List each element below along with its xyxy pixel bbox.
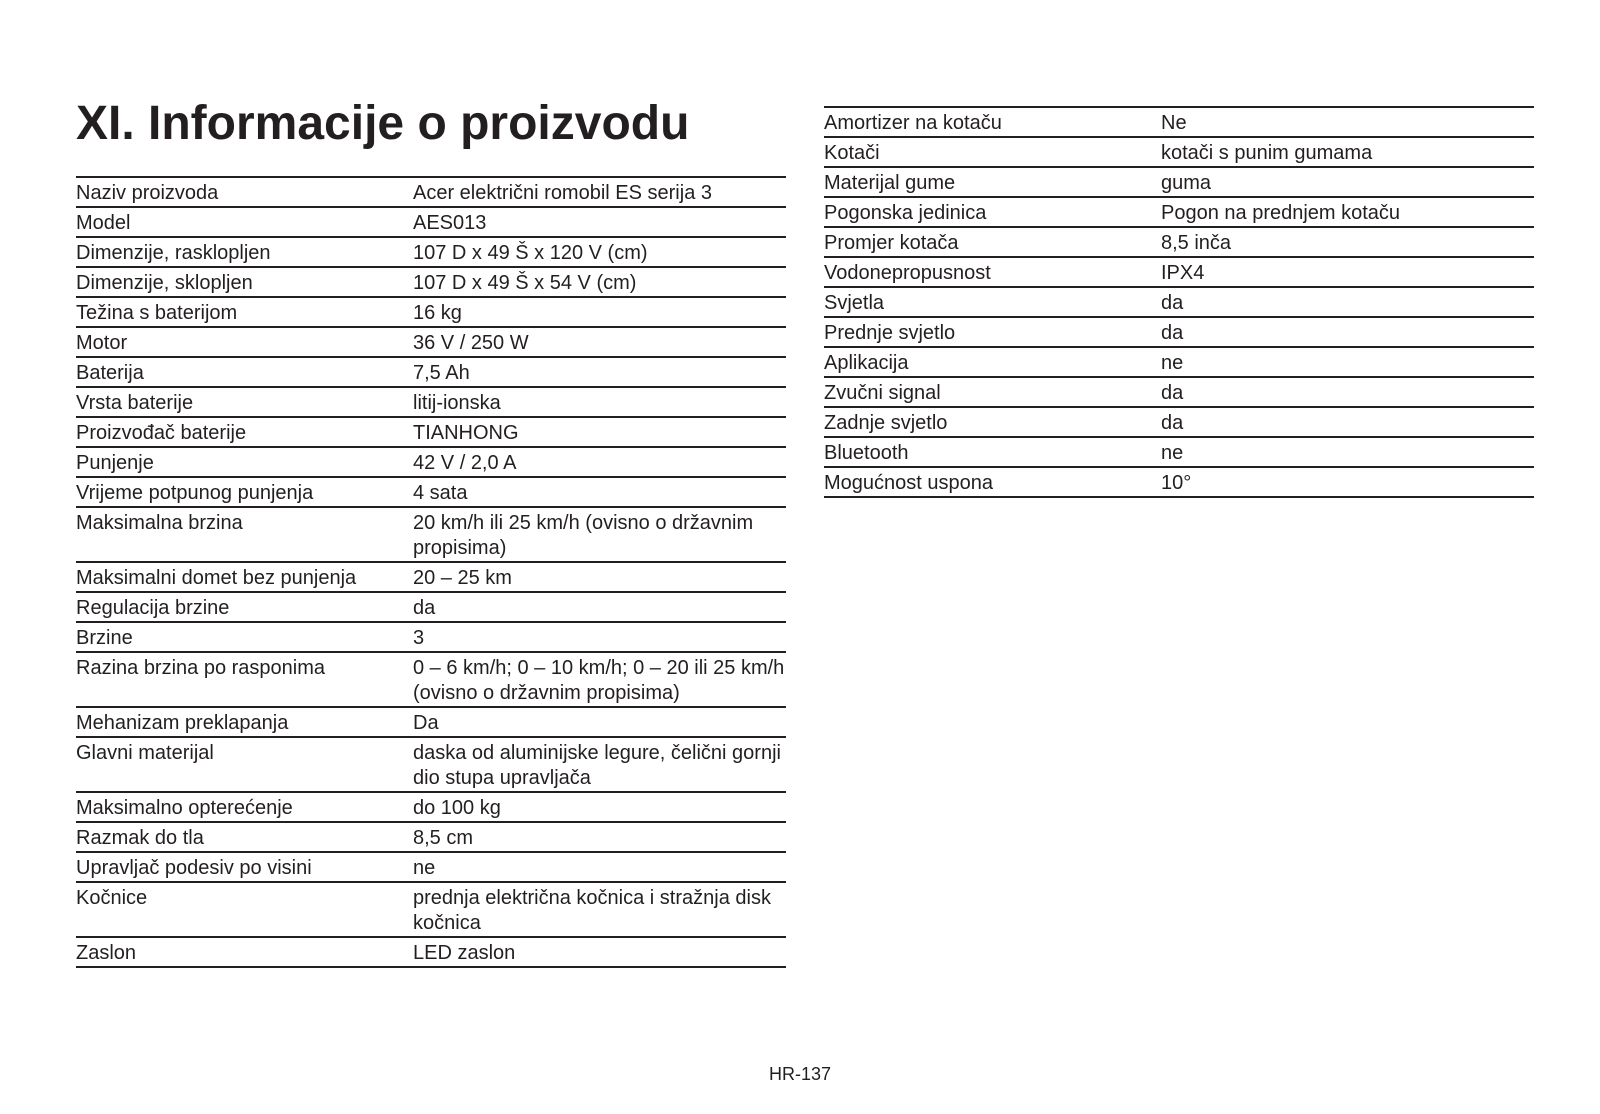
spec-label: Kotači	[824, 137, 1161, 167]
spec-label: Razina brzina po rasponima	[76, 652, 413, 707]
spec-label: Svjetla	[824, 287, 1161, 317]
spec-label: Mehanizam preklapanja	[76, 707, 413, 737]
spec-table-left-body	[76, 177, 786, 967]
table-row	[824, 107, 1534, 137]
spec-label: Aplikacija	[824, 347, 1161, 377]
table-row	[824, 287, 1534, 317]
table-row	[76, 652, 786, 707]
table-row	[76, 882, 786, 937]
spec-label: Zadnje svjetlo	[824, 407, 1161, 437]
spec-value: Acer električni romobil ES serija 3	[413, 177, 786, 207]
spec-value: Pogon na prednjem kotaču	[1161, 197, 1534, 227]
spec-label: Naziv proizvoda	[76, 177, 413, 207]
spec-label: Baterija	[76, 357, 413, 387]
table-row	[76, 327, 786, 357]
spec-label: Pogonska jedinica	[824, 197, 1161, 227]
spec-label: Kočnice	[76, 882, 413, 937]
spec-label: Težina s baterijom	[76, 297, 413, 327]
spec-value: IPX4	[1161, 257, 1534, 287]
spec-value: 107 D x 49 Š x 120 V (cm)	[413, 237, 786, 267]
spec-value: TIANHONG	[413, 417, 786, 447]
spec-label: Proizvođač baterije	[76, 417, 413, 447]
table-row	[76, 822, 786, 852]
spec-value: Ne	[1161, 107, 1534, 137]
table-row	[824, 347, 1534, 377]
table-row	[824, 167, 1534, 197]
spec-label: Zaslon	[76, 937, 413, 967]
table-row	[76, 707, 786, 737]
spec-label: Motor	[76, 327, 413, 357]
spec-value: 20 – 25 km	[413, 562, 786, 592]
table-row	[824, 227, 1534, 257]
spec-value: LED zaslon	[413, 937, 786, 967]
spec-label: Brzine	[76, 622, 413, 652]
table-row	[824, 257, 1534, 287]
table-row	[76, 562, 786, 592]
spec-value: 10°	[1161, 467, 1534, 497]
spec-value: da	[1161, 377, 1534, 407]
spec-value: da	[413, 592, 786, 622]
table-row	[824, 467, 1534, 497]
spec-value: 8,5 cm	[413, 822, 786, 852]
spec-label: Maksimalno opterećenje	[76, 792, 413, 822]
table-row	[76, 447, 786, 477]
spec-label: Razmak do tla	[76, 822, 413, 852]
spec-label: Maksimalna brzina	[76, 507, 413, 562]
spec-label: Maksimalni domet bez punjenja	[76, 562, 413, 592]
spec-table-right-body	[824, 107, 1534, 497]
table-row	[76, 387, 786, 417]
table-row	[76, 177, 786, 207]
table-row	[824, 437, 1534, 467]
spec-label: Dimenzije, rasklopljen	[76, 237, 413, 267]
spec-value: Da	[413, 707, 786, 737]
spec-value: 4 sata	[413, 477, 786, 507]
table-row	[824, 407, 1534, 437]
spec-value: AES013	[413, 207, 786, 237]
spec-value: da	[1161, 407, 1534, 437]
spec-label: Prednje svjetlo	[824, 317, 1161, 347]
table-row	[824, 317, 1534, 347]
spec-value: daska od aluminijske legure, čelični gornji dio stupa upravljača	[413, 737, 786, 792]
spec-value: 16 kg	[413, 297, 786, 327]
spec-value: 36 V / 250 W	[413, 327, 786, 357]
spec-label: Promjer kotača	[824, 227, 1161, 257]
spec-label: Mogućnost uspona	[824, 467, 1161, 497]
spec-value: ne	[1161, 347, 1534, 377]
spec-value: prednja električna kočnica i stražnja disk kočnica	[413, 882, 786, 937]
spec-label: Dimenzije, sklopljen	[76, 267, 413, 297]
spec-value: da	[1161, 287, 1534, 317]
table-row	[76, 852, 786, 882]
spec-table-left	[76, 176, 786, 968]
spec-label: Amortizer na kotaču	[824, 107, 1161, 137]
spec-value: 7,5 Ah	[413, 357, 786, 387]
table-row	[76, 737, 786, 792]
spec-label: Materijal gume	[824, 167, 1161, 197]
spec-value: 107 D x 49 Š x 54 V (cm)	[413, 267, 786, 297]
table-row	[76, 477, 786, 507]
spec-value: da	[1161, 317, 1534, 347]
spec-value: 0 – 6 km/h; 0 – 10 km/h; 0 – 20 ili 25 km/h (ovisno o državnim propisima)	[413, 652, 786, 707]
spec-label: Bluetooth	[824, 437, 1161, 467]
table-row	[76, 207, 786, 237]
table-row	[76, 297, 786, 327]
table-row	[824, 197, 1534, 227]
table-row	[76, 592, 786, 622]
spec-value: do 100 kg	[413, 792, 786, 822]
spec-label: Vodonepropusnost	[824, 257, 1161, 287]
spec-label: Upravljač podesiv po visini	[76, 852, 413, 882]
table-row	[824, 377, 1534, 407]
spec-value: guma	[1161, 167, 1534, 197]
spec-value: 42 V / 2,0 A	[413, 447, 786, 477]
table-row	[76, 417, 786, 447]
spec-label: Zvučni signal	[824, 377, 1161, 407]
spec-label: Model	[76, 207, 413, 237]
spec-value: 20 km/h ili 25 km/h (ovisno o državnim propisima)	[413, 507, 786, 562]
table-row	[76, 507, 786, 562]
table-row	[76, 357, 786, 387]
spec-value: ne	[1161, 437, 1534, 467]
spec-label: Regulacija brzine	[76, 592, 413, 622]
spec-label: Vrijeme potpunog punjenja	[76, 477, 413, 507]
spec-label: Glavni materijal	[76, 737, 413, 792]
spec-table-right	[824, 106, 1534, 498]
spec-value: litij-ionska	[413, 387, 786, 417]
table-row	[76, 792, 786, 822]
spec-value: 3	[413, 622, 786, 652]
table-row	[76, 937, 786, 967]
table-row	[76, 267, 786, 297]
spec-value: 8,5 inča	[1161, 227, 1534, 257]
spec-value: ne	[413, 852, 786, 882]
table-row	[76, 622, 786, 652]
page-number: HR-137	[768, 1064, 832, 1084]
spec-label: Vrsta baterije	[76, 387, 413, 417]
spec-value: kotači s punim gumama	[1161, 137, 1534, 167]
page-title: XI. Informacije o proizvodu	[76, 97, 690, 150]
table-row	[824, 137, 1534, 167]
table-row	[76, 237, 786, 267]
spec-label: Punjenje	[76, 447, 413, 477]
